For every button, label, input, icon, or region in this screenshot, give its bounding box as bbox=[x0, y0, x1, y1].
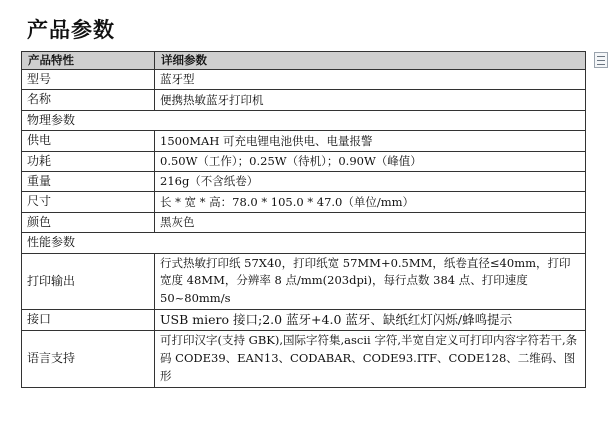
document-list-icon[interactable] bbox=[594, 52, 608, 68]
table-row-power-consumption bbox=[22, 151, 586, 171]
table-row-size bbox=[22, 192, 586, 212]
row-value: 0.50W（工作）；0.25W（待机）；0.90W（峰值） bbox=[155, 151, 586, 171]
row-value: 1500MAH 可充电锂电池供电、电量报警 bbox=[155, 131, 586, 151]
row-value: 可打印汉字(支持 GBK),国际字符集,ascii 字符,半宽自定义可打印内容字符若干,条码 CODE39、EAN13、CODABAR、CODE93.ITF、CODE128、二维码、图形 bbox=[155, 331, 586, 387]
group-label: 性能参数 bbox=[22, 233, 586, 253]
row-value: USB miero 接口;2.0 蓝牙+4.0 蓝牙、缺纸红灯闪烁/蜂鸣提示 bbox=[155, 309, 586, 330]
row-value: 便携热敏蓝牙打印机 bbox=[155, 90, 586, 110]
header-feature: 产品特性 bbox=[22, 52, 155, 70]
table-row-name bbox=[22, 90, 586, 110]
header-detail: 详细参数 bbox=[155, 52, 586, 70]
table-row-power-supply bbox=[22, 131, 586, 151]
group-label: 物理参数 bbox=[22, 110, 586, 130]
row-label: 供电 bbox=[22, 131, 155, 151]
table-row-color bbox=[22, 212, 586, 232]
table-group-performance bbox=[22, 233, 586, 253]
row-label: 语言支持 bbox=[22, 331, 155, 387]
table-row-interface bbox=[22, 309, 586, 330]
row-label: 接口 bbox=[22, 309, 155, 330]
table-row-model bbox=[22, 70, 586, 90]
row-value: 蓝牙型 bbox=[155, 70, 586, 90]
spec-table bbox=[21, 51, 586, 388]
table-header-row bbox=[22, 52, 586, 70]
table-row-language bbox=[22, 331, 586, 387]
row-label: 颜色 bbox=[22, 212, 155, 232]
table-group-physical bbox=[22, 110, 586, 130]
row-label: 打印输出 bbox=[22, 253, 155, 309]
row-value: 长 * 宽 * 高：78.0 * 105.0 * 47.0（单位/mm） bbox=[155, 192, 586, 212]
page-title: 产品参数 bbox=[27, 18, 115, 42]
row-value: 黑灰色 bbox=[155, 212, 586, 232]
row-value: 行式热敏打印纸 57X40，打印纸宽 57MM+0.5MM，纸卷直径≤40mm，打印宽度 48MM，分辨率 8 点/mm(203dpi)，每行点数 384 点、打印速度 50~80mm/s bbox=[155, 253, 586, 309]
table-row-weight bbox=[22, 171, 586, 191]
table-row-print-output bbox=[22, 253, 586, 309]
row-label: 名称 bbox=[22, 90, 155, 110]
row-label: 重量 bbox=[22, 171, 155, 191]
row-label: 型号 bbox=[22, 70, 155, 90]
row-label: 功耗 bbox=[22, 151, 155, 171]
row-value: 216g（不含纸卷） bbox=[155, 171, 586, 191]
row-label: 尺寸 bbox=[22, 192, 155, 212]
